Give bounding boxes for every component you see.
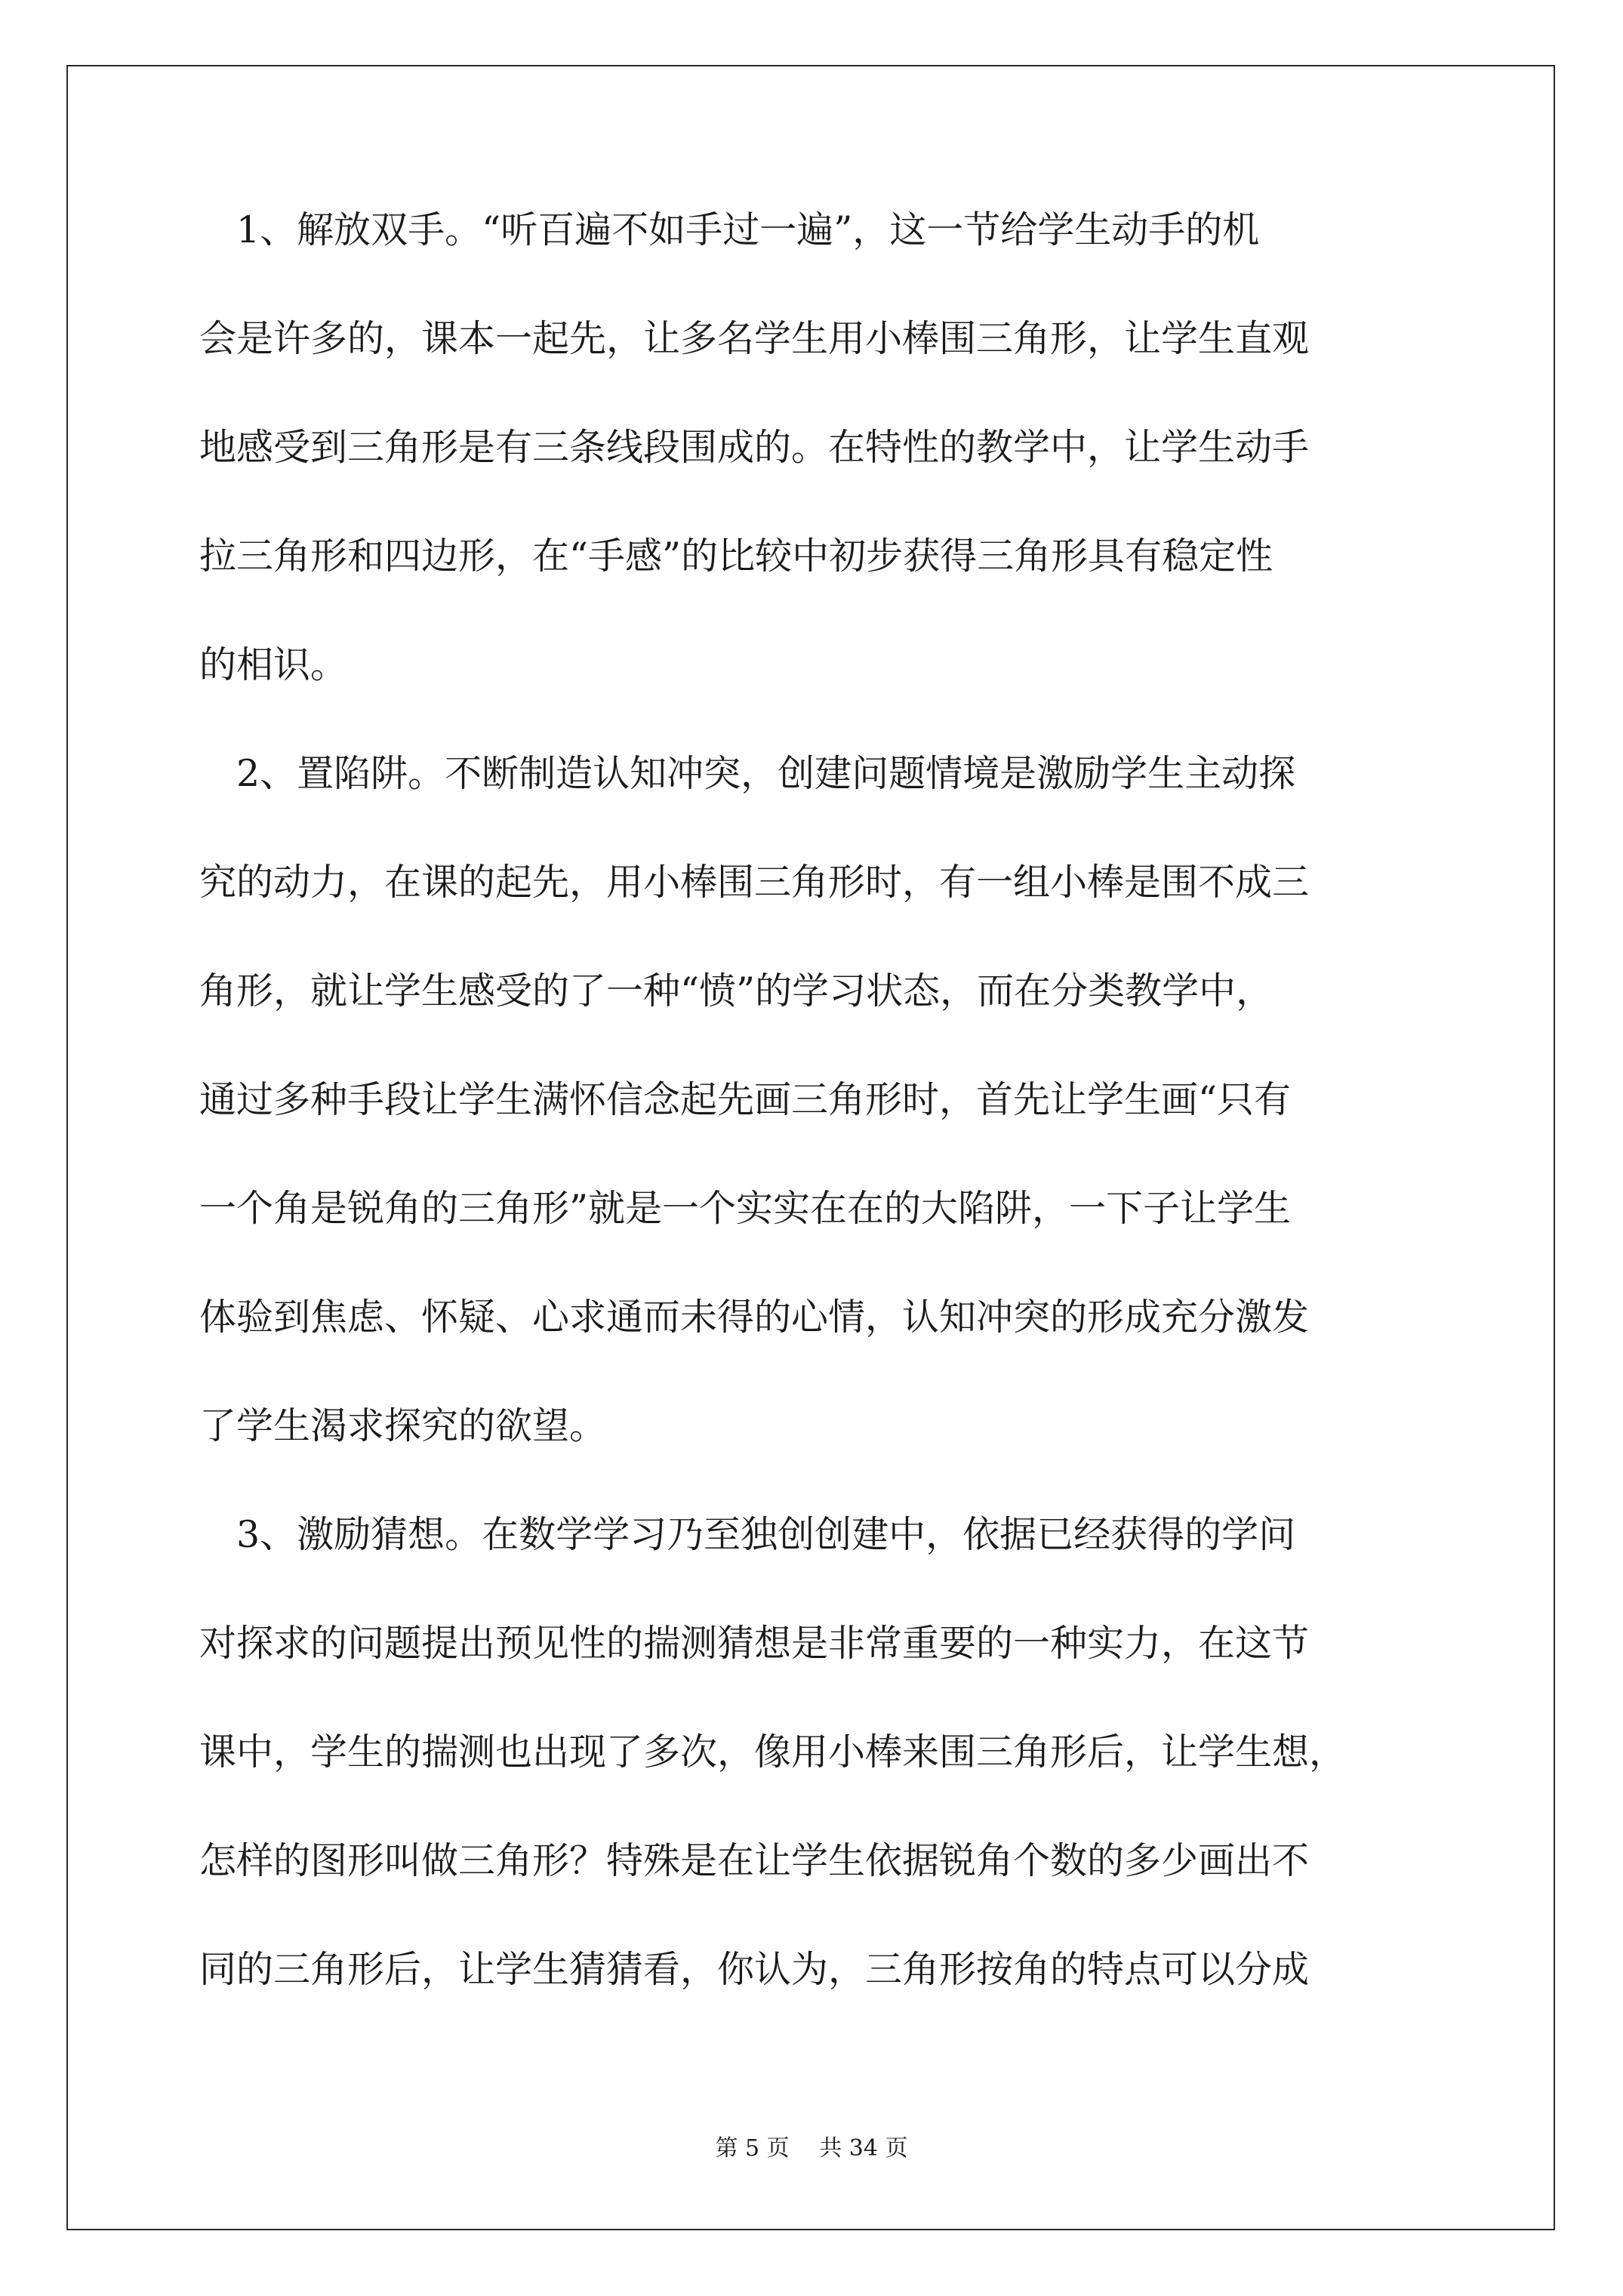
text-line: 1、解放双手。“听百遍不如手过一遍”，这一节给学生动手的机 <box>199 208 1260 251</box>
text-line: 2、置陷阱。不断制造认知冲突，创建问题情境是激励学生主动探 <box>199 752 1296 795</box>
page-number-footer: 第 5 页 共 34 页 <box>715 2135 908 2162</box>
text-line: 课中，学生的揣测也出现了多次，像用小棒来围三角形后，让学生想， <box>199 1730 1347 1774</box>
text-line: 了学生渴求探究的欲望。 <box>199 1404 607 1447</box>
text-line: 拉三角形和四边形，在“手感”的比较中初步获得三角形具有稳定性 <box>199 535 1273 578</box>
page-border <box>66 65 1555 2230</box>
text-line: 究的动力，在课的起先，用小棒围三角形时，有一组小棒是围不成三 <box>199 861 1310 904</box>
text-line: 同的三角形后，让学生猜猜看，你认为，三角形按角的特点可以分成 <box>199 1948 1310 1991</box>
text-line: 体验到焦虑、怀疑、心求通而未得的心情，认知冲突的形成充分激发 <box>199 1296 1310 1339</box>
text-line: 的相识。 <box>199 643 348 686</box>
text-line: 3、激励猜想。在数学学习乃至独创创建中，依据已经获得的学问 <box>199 1513 1296 1556</box>
text-line: 通过多种手段让学生满怀信念起先画三角形时，首先让学生画“只有 <box>199 1078 1292 1121</box>
text-line: 角形，就让学生感受的了一种“愤”的学习状态，而在分类教学中， <box>199 969 1273 1012</box>
text-line: 地感受到三角形是有三条线段围成的。在特性的教学中，让学生动手 <box>199 426 1310 469</box>
text-line: 会是许多的，课本一起先，让多名学生用小棒围三角形，让学生直观 <box>199 317 1310 360</box>
text-line: 一个角是锐角的三角形”就是一个实实在在的大陷阱，一下子让学生 <box>199 1187 1292 1230</box>
text-line: 对探求的问题提出预见性的揣测猜想是非常重要的一种实力，在这节 <box>199 1622 1310 1665</box>
text-line: 怎样的图形叫做三角形？特殊是在让学生依据锐角个数的多少画出不 <box>199 1839 1310 1882</box>
